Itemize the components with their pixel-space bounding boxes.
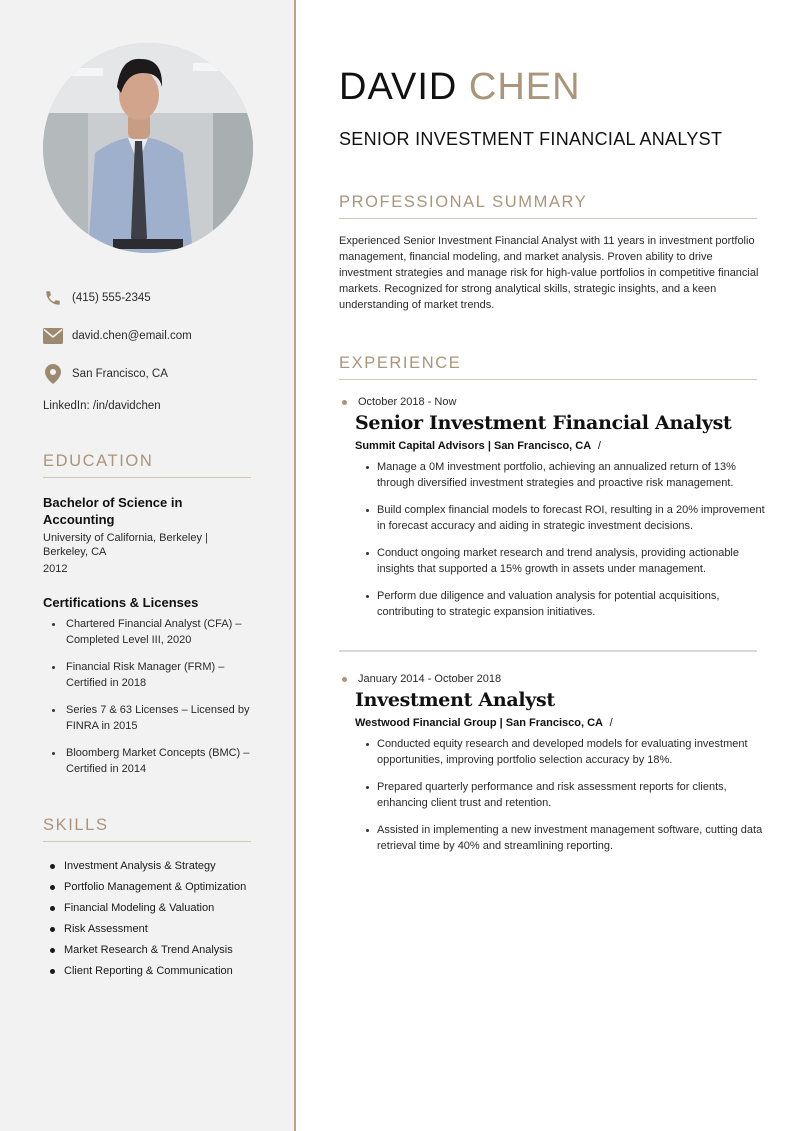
first-name: DAVID [339,66,458,108]
experience-divider [339,650,757,652]
job-bullet: Assisted in implementing a new investment management software, cutting data retrieval time by 40% and streamlining reporting. [361,822,774,854]
map-pin-icon [43,364,63,384]
skill-item: Risk Assessment [50,919,280,940]
job-bullet: Conduct ongoing market research and trend analysis, providing actionable insights that supported a 15% growth in assets under management. [361,545,774,577]
certifications-list [50,616,265,788]
contact-location [43,364,263,384]
job-bullet: Conducted equity research and developed models for evaluating investment opportunities, improving portfolio selection accuracy by 18%. [361,736,774,768]
job-dates [339,673,774,685]
last-name: CHEN [468,66,581,108]
skill-item: Market Research & Trend Analysis [50,940,280,961]
company-text: Summit Capital Advisors | San Francisco, CA [355,440,591,452]
envelope-icon [43,326,63,346]
full-name [339,66,581,109]
skill-item: Financial Modeling & Valuation [50,898,280,919]
job-role: Investment Analyst [355,689,555,711]
job-bullet: Prepared quarterly performance and risk assessment reports for clients, enhancing client trust and retention. [361,779,774,811]
degree: Bachelor of Science in Accounting [43,495,183,527]
job-dates-text: October 2018 - Now [358,396,457,408]
skill-item: Client Reporting & Communication [50,961,280,982]
certification-item: Chartered Financial Analyst (CFA) – Completed Level III, 2020 [50,616,265,648]
sidebar-divider [294,0,296,1131]
timeline-dot [342,677,347,682]
certification-item: Financial Risk Manager (FRM) – Certified in 2018 [50,659,265,691]
headline-title: SENIOR INVESTMENT FINANCIAL ANALYST [339,129,723,149]
education-heading: EDUCATION [43,452,251,478]
certification-item: Series 7 & 63 Licenses – Licensed by FINRA in 2015 [50,702,265,734]
school: University of California, Berkeley | Berkeley, CA [43,532,208,558]
phone-text: (415) 555-2345 [72,292,151,304]
location-text: San Francisco, CA [72,368,168,380]
skill-item: Investment Analysis & Strategy [50,856,280,877]
job-bullets [361,736,774,854]
contact-email [43,326,263,346]
skills-heading: SKILLS [43,816,251,842]
email-text: david.chen@email.com [72,330,192,342]
experience-heading: EXPERIENCE [339,354,757,380]
certifications-heading: Certifications & Licenses [43,595,199,610]
job-dates [339,396,774,408]
linkedin-link[interactable]: LinkedIn: /in/davidchen [43,400,161,412]
job-bullet: Manage a 0M investment portfolio, achieving an annualized return of 13% through diversified investment strategies and proactive risk management. [361,459,774,491]
company-separator: / [609,717,613,729]
timeline-dot [342,400,347,405]
job-dates-text: January 2014 - October 2018 [358,673,502,685]
company-separator: / [597,440,601,452]
summary-heading: PROFESSIONAL SUMMARY [339,193,757,219]
skill-item: Portfolio Management & Optimization [50,877,280,898]
job-role: Senior Investment Financial Analyst [355,412,732,434]
contact-phone [43,288,263,308]
job-company [355,440,774,452]
graduation-year: 2012 [43,563,68,575]
skills-list [50,856,280,982]
certification-item: Bloomberg Market Concepts (BMC) – Certified in 2014 [50,745,265,777]
job-bullet: Perform due diligence and valuation analysis for potential acquisitions, contributing to strategic expansion initiatives. [361,588,774,620]
summary-text: Experienced Senior Investment Financial Analyst with 11 years in investment portfolio management, financial modeling, and market analysis. Proven ability to drive investment strategies and manage risk for high-value portfolios in competitive financial markets. Recognized for strong analytical skills, strategic insights, and a keen understanding of market trends. [339,235,759,311]
experience-entry [339,396,774,631]
job-bullet: Build complex financial models to forecast ROI, resulting in a 20% improvement in forecast accuracy and aiding in strategic investment decisions. [361,502,774,534]
experience-entry [339,673,774,865]
phone-icon [43,288,63,308]
profile-photo [43,43,253,253]
job-bullets [361,459,774,620]
company-text: Westwood Financial Group | San Francisco, CA [355,717,603,729]
job-company [355,717,774,729]
